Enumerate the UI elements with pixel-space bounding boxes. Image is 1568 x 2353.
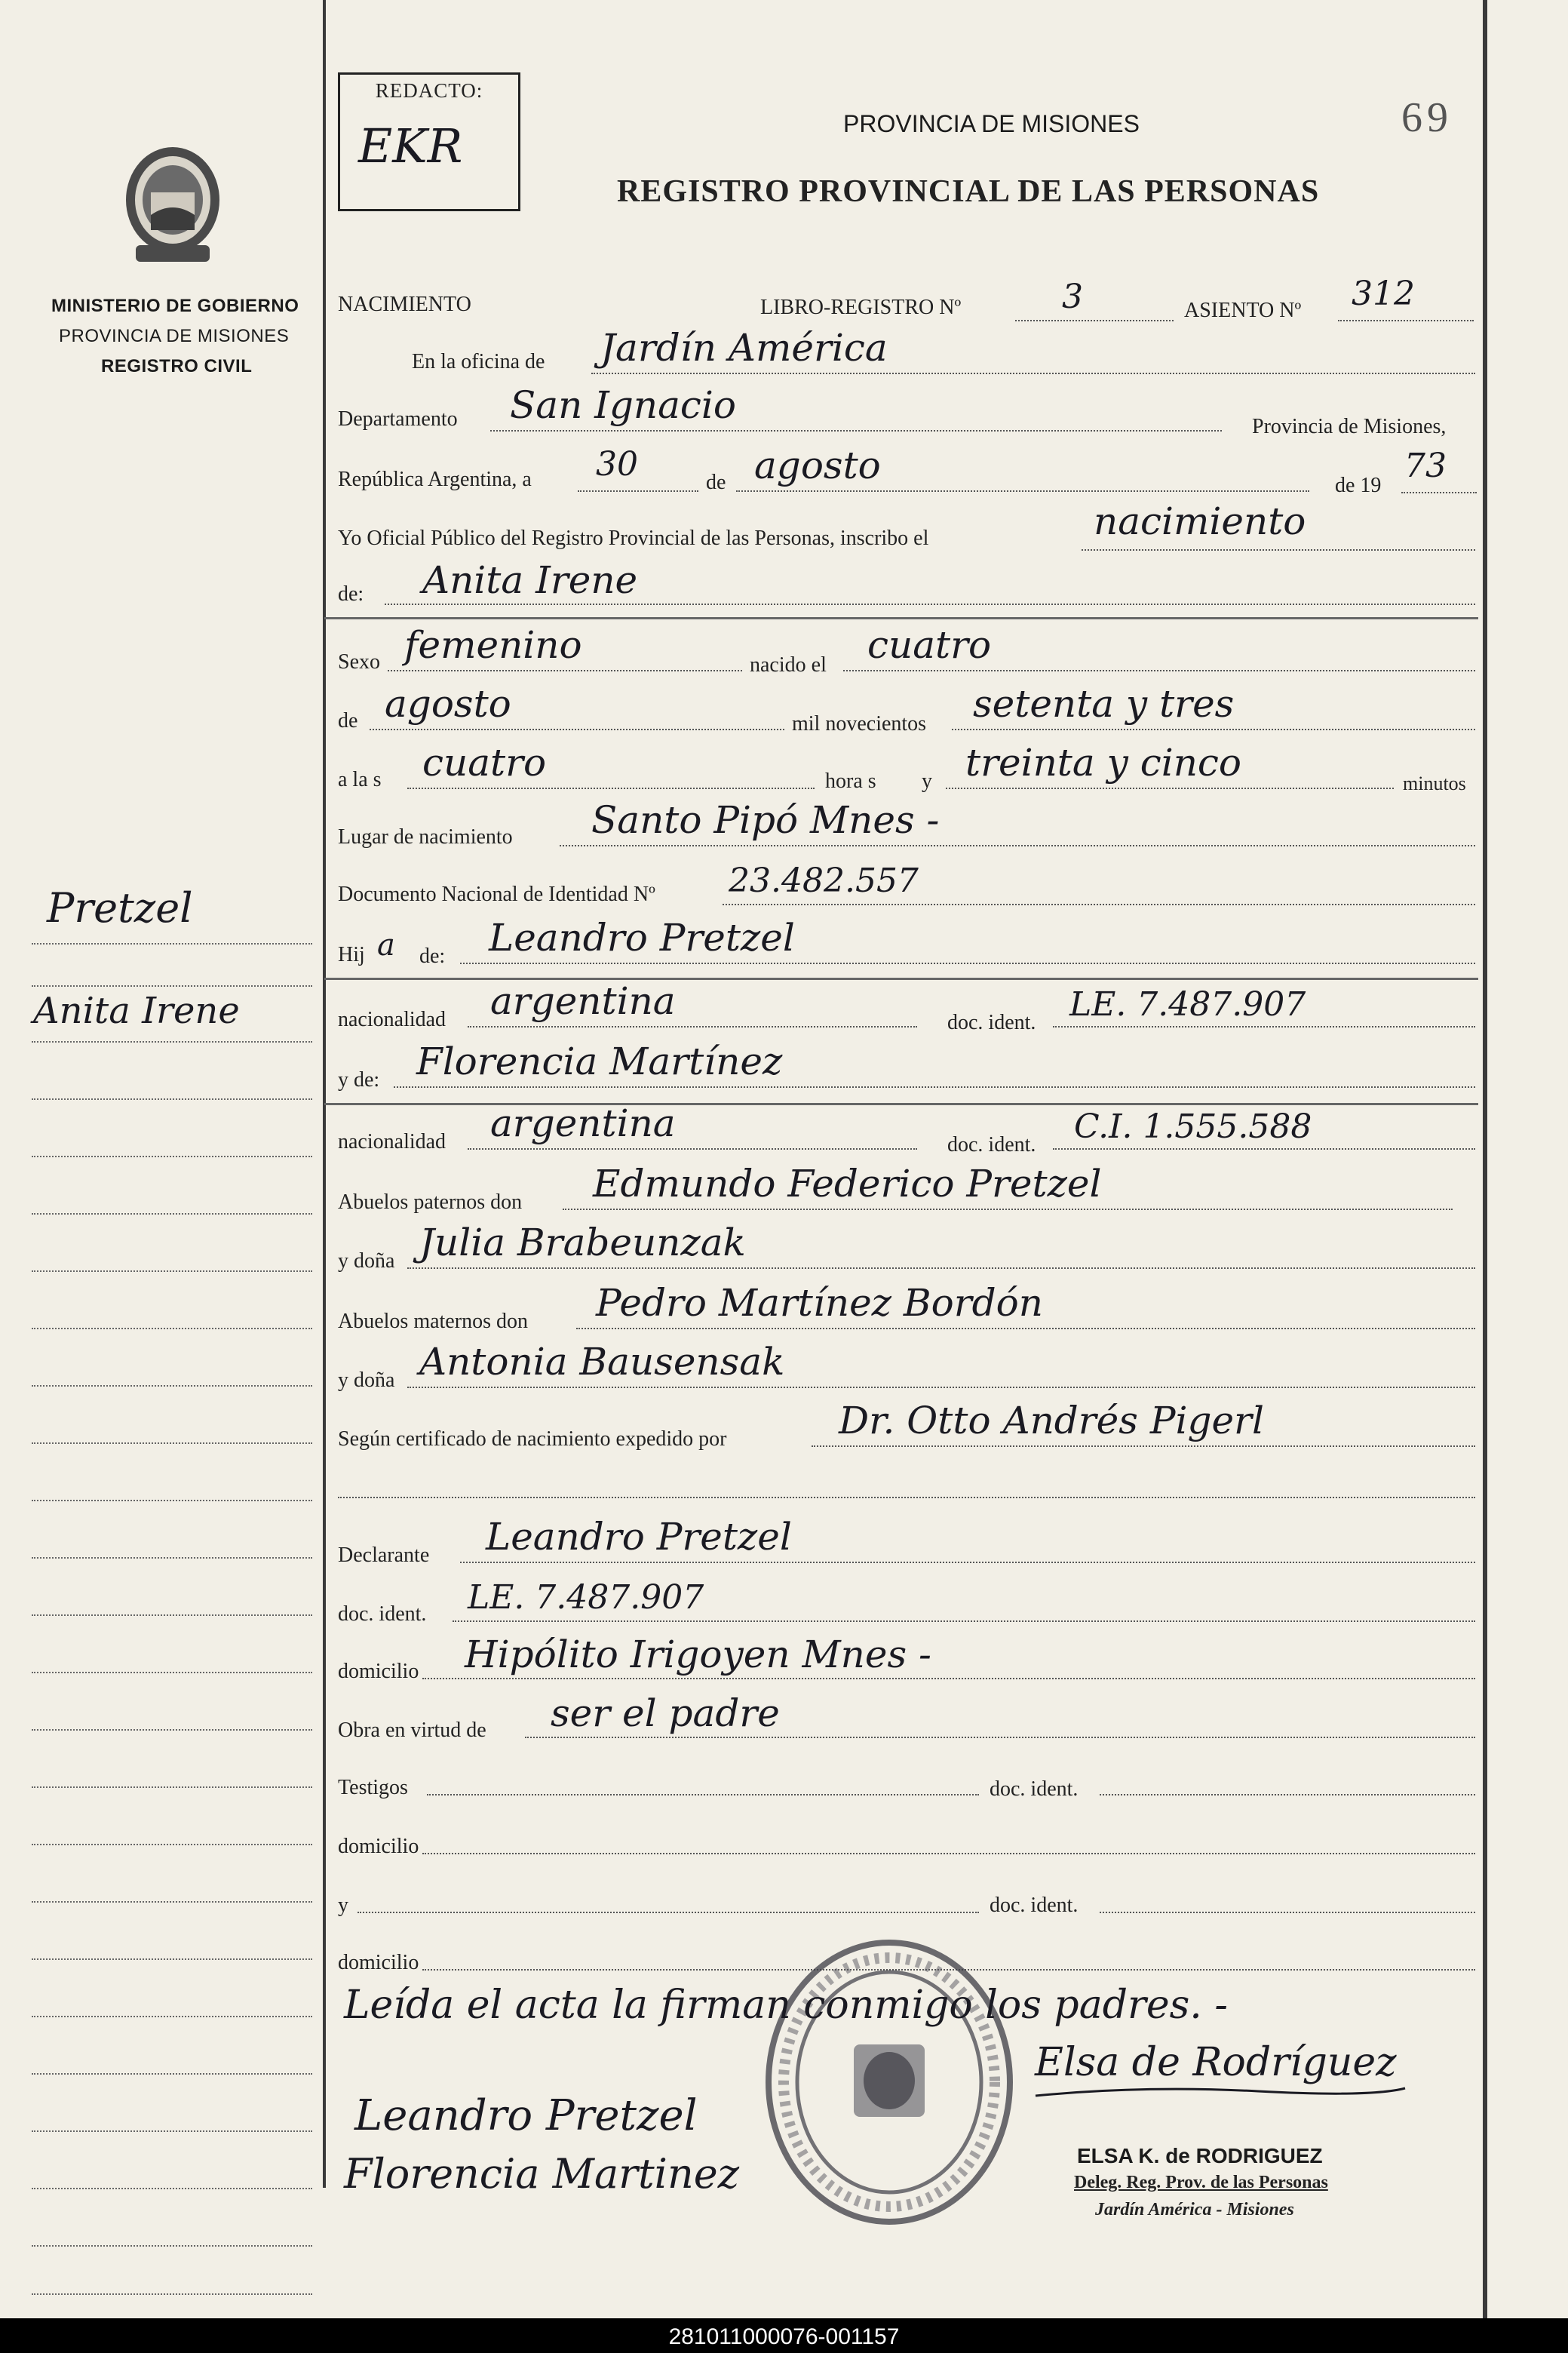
signature-underline-icon xyxy=(1032,2081,1409,2103)
nacido-label: nacido el xyxy=(750,653,827,677)
domicilio-testigo2-label: domicilio xyxy=(338,1951,419,1974)
abuelos-pat-label: Abuelos paternos don xyxy=(338,1190,523,1214)
mil-label: mil novecientos xyxy=(792,712,927,736)
domicilio-value: Hipólito Irigoyen Mnes - xyxy=(465,1633,931,1676)
sexo-label: Sexo xyxy=(338,650,380,674)
hijo-de-label: de: xyxy=(419,945,446,968)
mes-value: agosto xyxy=(754,444,881,487)
redacto-label: REDACTO: xyxy=(375,79,483,102)
padre-value: Leandro Pretzel xyxy=(489,916,795,960)
y-label: y xyxy=(922,769,932,793)
domicilio-testigo1-label: domicilio xyxy=(338,1835,419,1858)
signature-madre: Florencia Martinez xyxy=(344,2150,740,2198)
page-number: 69 xyxy=(1401,94,1453,141)
nacido-value: cuatro xyxy=(867,623,992,667)
anio-nac-value: setenta y tres xyxy=(973,682,1235,726)
margin-given-names: Anita Irene xyxy=(33,990,240,1032)
asiento-value: 312 xyxy=(1352,275,1415,313)
form-left-border xyxy=(323,0,326,2188)
province-header: PROVINCIA DE MISIONES xyxy=(843,110,1140,137)
de-mes-label: de xyxy=(338,709,358,733)
official-role: Deleg. Reg. Prov. de las Personas xyxy=(1074,2173,1328,2192)
de-label: de xyxy=(706,471,726,494)
lugar-value: Santo Pipó Mnes - xyxy=(591,798,940,842)
dni-label: Documento Nacional de Identidad Nº xyxy=(338,883,655,906)
ministry-label: MINISTERIO DE GOBIERNO xyxy=(51,296,299,316)
doc-padre-value: LE. 7.487.907 xyxy=(1069,985,1306,1024)
hijo-label: Hij xyxy=(338,943,365,966)
y-dona-mat-label: y doña xyxy=(338,1368,395,1392)
asiento-label: ASIENTO Nº xyxy=(1184,299,1302,322)
certificado-label: Según certificado de nacimiento expedido por xyxy=(338,1427,727,1451)
archive-code-band xyxy=(0,2318,1568,2353)
page-right-edge xyxy=(1483,0,1487,2318)
minutos-label: minutos xyxy=(1403,773,1466,794)
lugar-label: Lugar de nacimiento xyxy=(338,825,513,849)
registry-title: REGISTRO PROVINCIAL DE LAS PERSONAS xyxy=(617,174,1320,209)
doc-testigo1-label: doc. ident. xyxy=(990,1777,1079,1801)
doc-ident-label: doc. ident. xyxy=(338,1602,427,1626)
redacto-box xyxy=(338,72,520,211)
nombre-value: Anita Irene xyxy=(422,558,638,602)
provincia-label: Provincia de Misiones, xyxy=(1252,415,1447,438)
sexo-value: femenino xyxy=(404,623,582,667)
obra-value: ser el padre xyxy=(551,1691,780,1735)
republica-label: República Argentina, a xyxy=(338,468,532,491)
declarante-label: Declarante xyxy=(338,1544,430,1567)
minutos-value: treinta y cinco xyxy=(965,741,1242,785)
oficial-label: Yo Oficial Público del Registro Provincial de las Personas, inscribo el xyxy=(338,527,929,550)
doc-madre-value: C.I. 1.555.588 xyxy=(1074,1107,1312,1146)
inscribo-value: nacimiento xyxy=(1094,499,1306,543)
de-name-label: de: xyxy=(338,582,364,606)
obra-label: Obra en virtud de xyxy=(338,1719,486,1742)
libro-value: 3 xyxy=(1062,278,1083,316)
y-de-label: y de: xyxy=(338,1068,380,1092)
hijo-suffix: a xyxy=(377,928,395,963)
province-seal-icon xyxy=(113,140,232,274)
y-dona-pat-label: y doña xyxy=(338,1249,395,1273)
abuelos-mat-label: Abuelos maternos don xyxy=(338,1310,528,1333)
oficina-label: En la oficina de xyxy=(412,350,545,373)
archive-code: 281011000076-001157 xyxy=(668,2324,900,2349)
certificado-value: Dr. Otto Andrés Pigerl xyxy=(839,1399,1264,1442)
redacto-value: EKR xyxy=(358,118,463,174)
horas-label: hora s xyxy=(825,769,876,793)
closing-statement: Leída el acta la firman conmigo los padres. - xyxy=(344,1983,1228,2028)
abuelo-pat-value: Edmundo Federico Pretzel xyxy=(593,1162,1102,1206)
dni-value: 23.482.557 xyxy=(729,862,919,900)
record-type-label: NACIMIENTO xyxy=(338,293,471,316)
doc-madre-label: doc. ident. xyxy=(947,1133,1036,1157)
domicilio-label: domicilio xyxy=(338,1660,419,1683)
a-las-label: a la s xyxy=(338,768,382,791)
nac-padre-label: nacionalidad xyxy=(338,1008,446,1031)
abuelo-mat-value: Pedro Martínez Bordón xyxy=(596,1281,1043,1325)
libro-label: LIBRO-REGISTRO Nº xyxy=(760,296,962,319)
anio-label: de 19 xyxy=(1335,474,1382,497)
official-place: Jardín América - Misiones xyxy=(1095,2200,1294,2219)
madre-value: Florencia Martínez xyxy=(416,1040,783,1083)
margin-surname: Pretzel xyxy=(47,884,193,932)
signature-padre: Leandro Pretzel xyxy=(354,2091,698,2140)
testigos-label: Testigos xyxy=(338,1776,408,1799)
nac-padre-value: argentina xyxy=(490,979,676,1023)
y-testigo-label: y xyxy=(338,1894,348,1917)
province-label-left: PROVINCIA DE MISIONES xyxy=(59,326,290,346)
horas-value: cuatro xyxy=(422,741,547,785)
signature-oficial: Elsa de Rodríguez xyxy=(1035,2040,1397,2085)
registry-label-left: REGISTRO CIVIL xyxy=(101,356,253,376)
doc-testigo2-label: doc. ident. xyxy=(990,1894,1079,1917)
registry-seal-stamp-icon xyxy=(757,1931,1021,2233)
official-name: ELSA K. de RODRIGUEZ xyxy=(1077,2144,1323,2167)
anio-value: 73 xyxy=(1404,447,1447,485)
doc-declarante-value: LE. 7.487.907 xyxy=(468,1578,704,1617)
mes-nac-value: agosto xyxy=(385,682,511,726)
departamento-label: Departamento xyxy=(338,407,458,431)
declarante-value: Leandro Pretzel xyxy=(486,1515,792,1559)
nac-madre-value: argentina xyxy=(490,1101,676,1145)
dia-value: 30 xyxy=(596,445,638,484)
departamento-value: San Ignacio xyxy=(510,383,737,427)
oficina-value: Jardín América xyxy=(600,326,888,370)
abuela-mat-value: Antonia Bausensak xyxy=(419,1340,785,1384)
doc-padre-label: doc. ident. xyxy=(947,1011,1036,1034)
abuela-pat-value: Julia Brabeunzak xyxy=(419,1221,746,1264)
nac-madre-label: nacionalidad xyxy=(338,1130,446,1153)
